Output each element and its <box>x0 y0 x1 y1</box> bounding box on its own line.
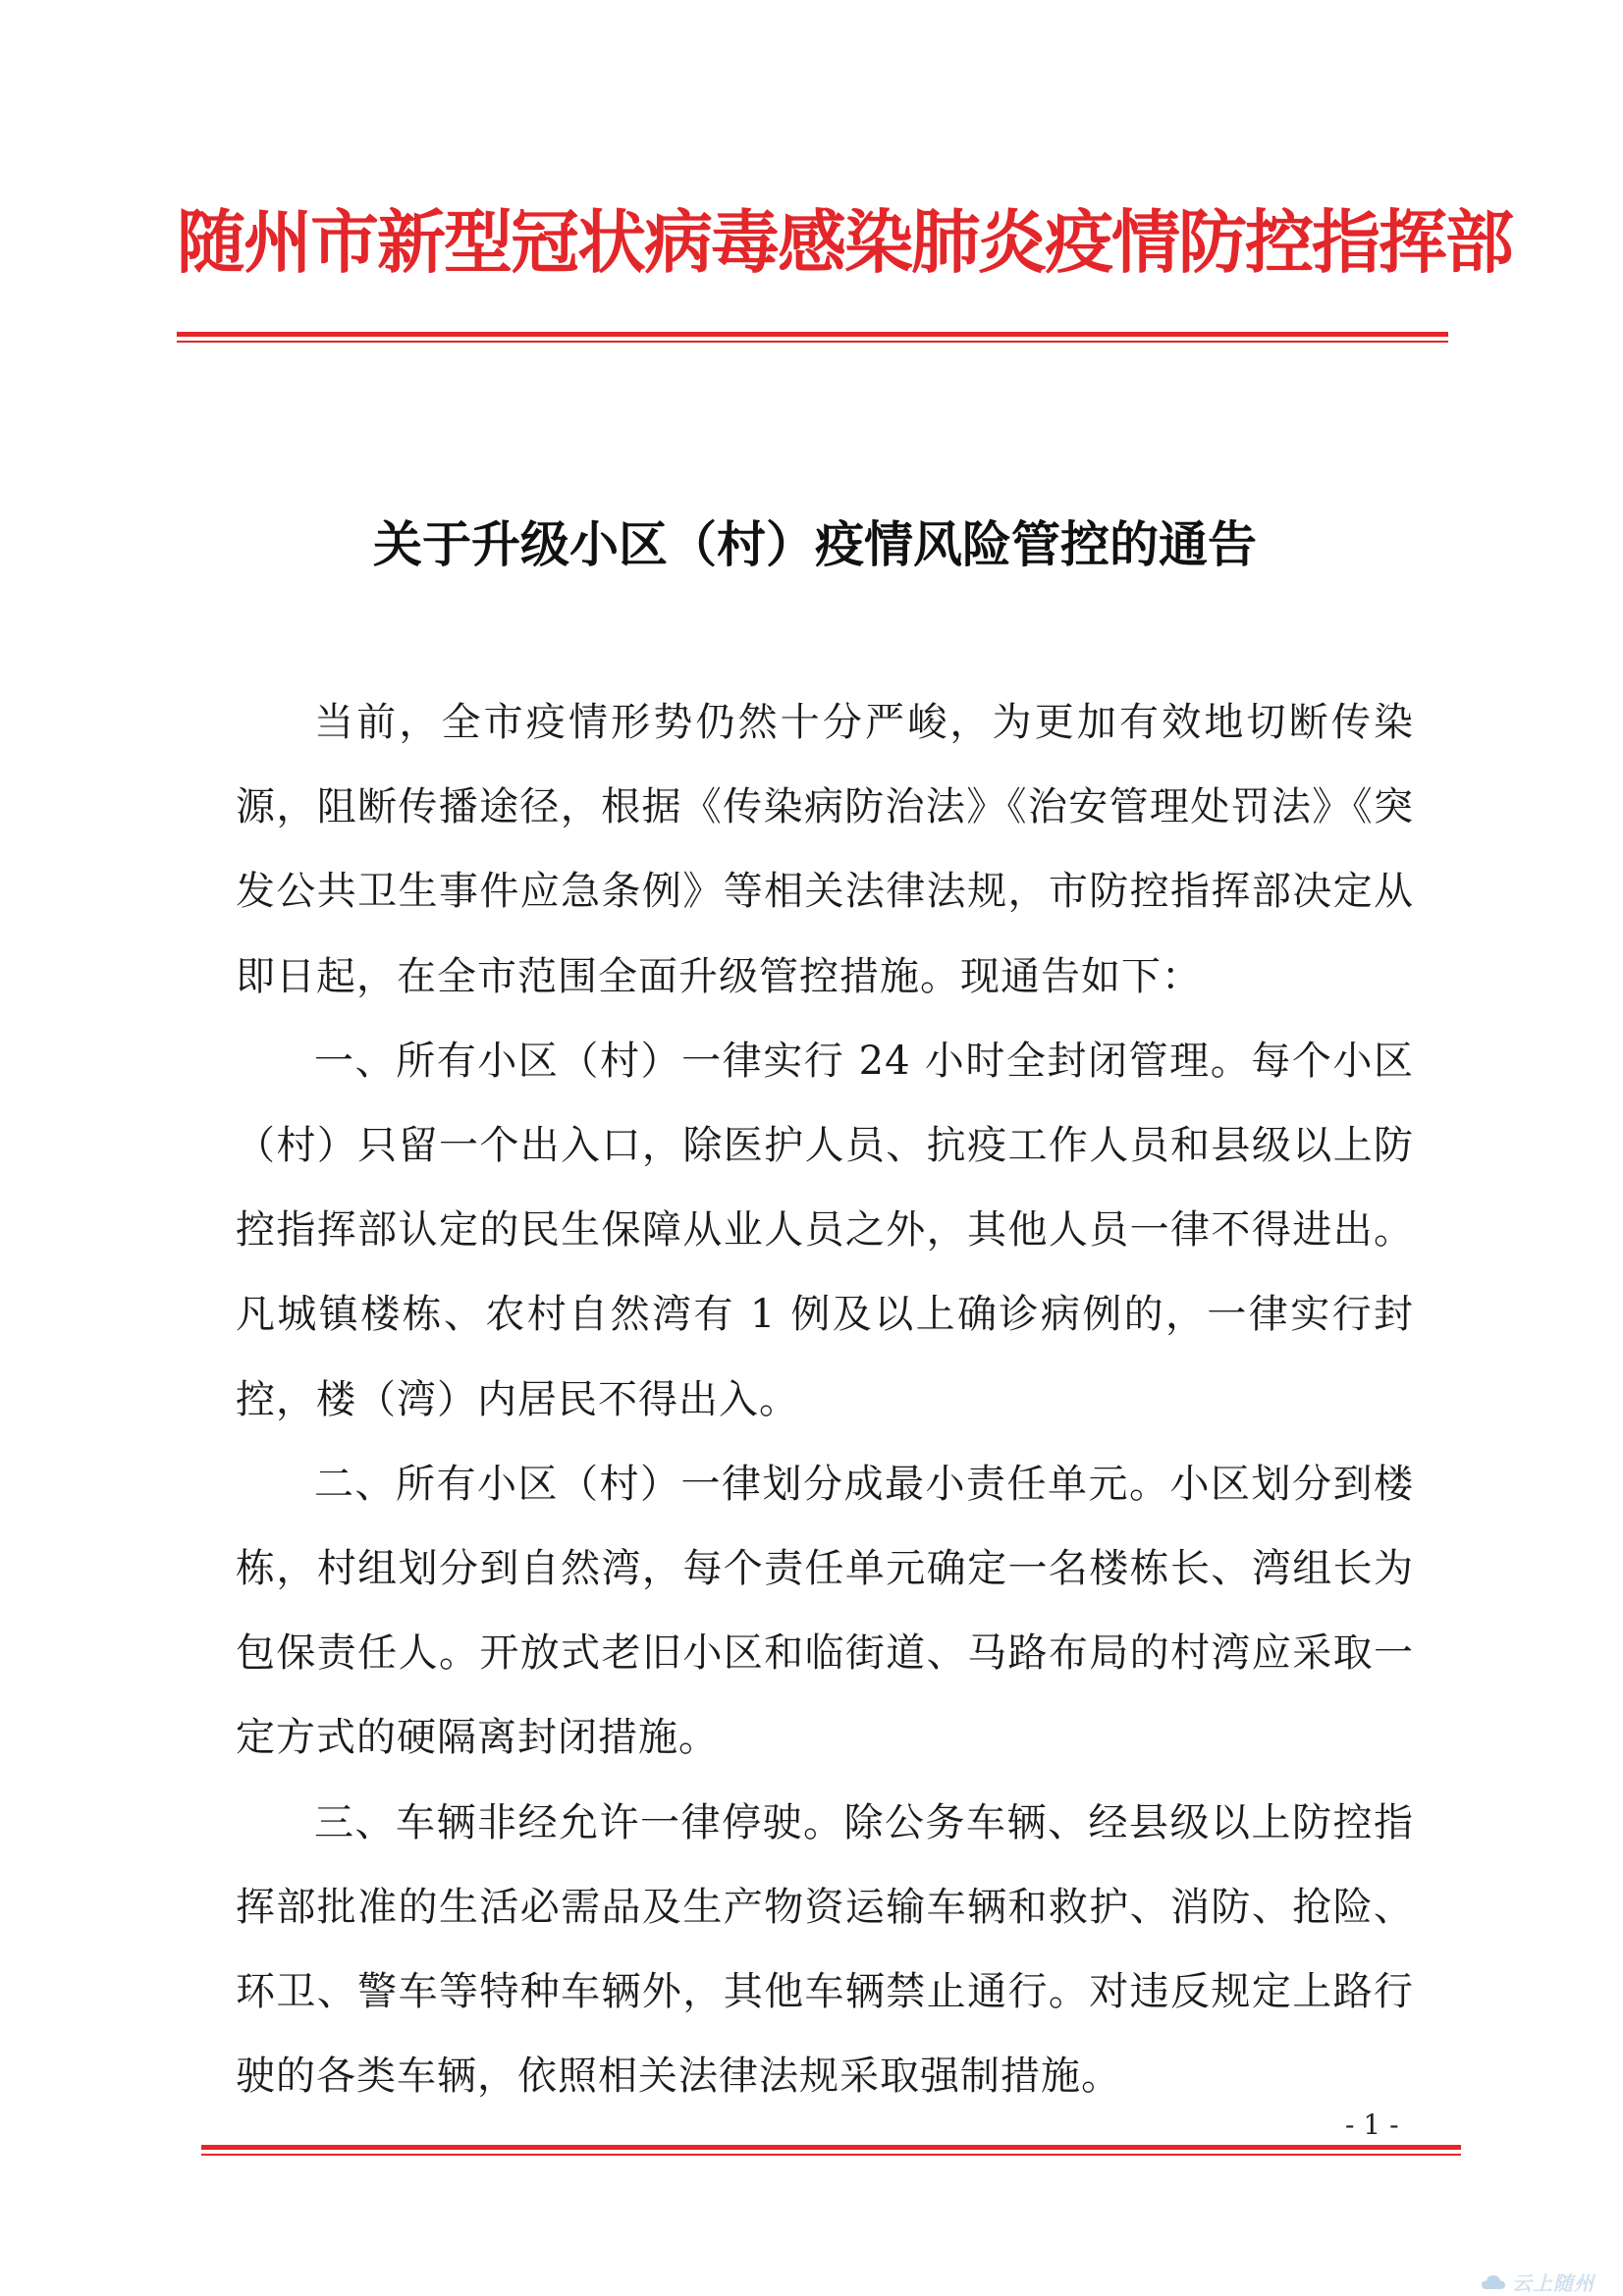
paragraph-item-1: 一、所有小区（村）一律实行 24 小时全封闭管理。每个小区（村）只留一个出入口，除医护人员、抗疫工作人员和县级以上防控指挥部认定的民生保障从业人员之外，其他人员一律不得进出。凡城镇楼栋、农村自然湾有 1 例及以上确诊病例的，一律实行封控，楼（湾）内居民不得出入。 <box>236 1038 1414 1422</box>
paragraph-item-3: 三、车辆非经允许一律停驶。除公务车辆、经县级以上防控指挥部批准的生活必需品及生产物资运输车辆和救护、消防、抢险、环卫、警车等特种车辆外，其他车辆禁止通行。对违反规定上路行驶的各类车辆，依照相关法律法规采取强制措施。 <box>236 1799 1414 2100</box>
header-red-rule <box>177 332 1448 346</box>
page-number: - 1 - <box>1345 2109 1399 2141</box>
masthead-title: 随州市新型冠状病毒感染肺炎疫情防控指挥部 <box>177 202 1512 283</box>
header-rule-thick <box>177 332 1448 337</box>
document-body <box>236 680 1414 2118</box>
cloud-icon <box>1481 2273 1506 2291</box>
document-title: 关于升级小区（村）疫情风险管控的通告 <box>373 515 1257 573</box>
footer-rule-thick <box>201 2145 1461 2150</box>
footer-rule-thin <box>201 2154 1461 2156</box>
watermark <box>1481 2268 1595 2296</box>
paragraph-item-2: 二、所有小区（村）一律划分成最小责任单元。小区划分到楼栋，村组划分到自然湾，每个责任单元确定一名楼栋长、湾组长为包保责任人。开放式老旧小区和临街道、马路布局的村湾应采取一定方式的硬隔离封闭措施。 <box>236 1461 1414 1761</box>
header-rule-thin <box>177 341 1448 343</box>
watermark-text: 云上随州 <box>1512 2271 1595 2295</box>
footer-red-rule <box>201 2145 1461 2159</box>
paragraph-intro: 当前，全市疫情形势仍然十分严峻，为更加有效地切断传染源，阻断传播途径，根据《传染病防治法》《治安管理处罚法》《突发公共卫生事件应急条例》等相关法律法规，市防控指挥部决定从即日起，在全市范围全面升级管控措施。现通告如下： <box>236 700 1414 999</box>
